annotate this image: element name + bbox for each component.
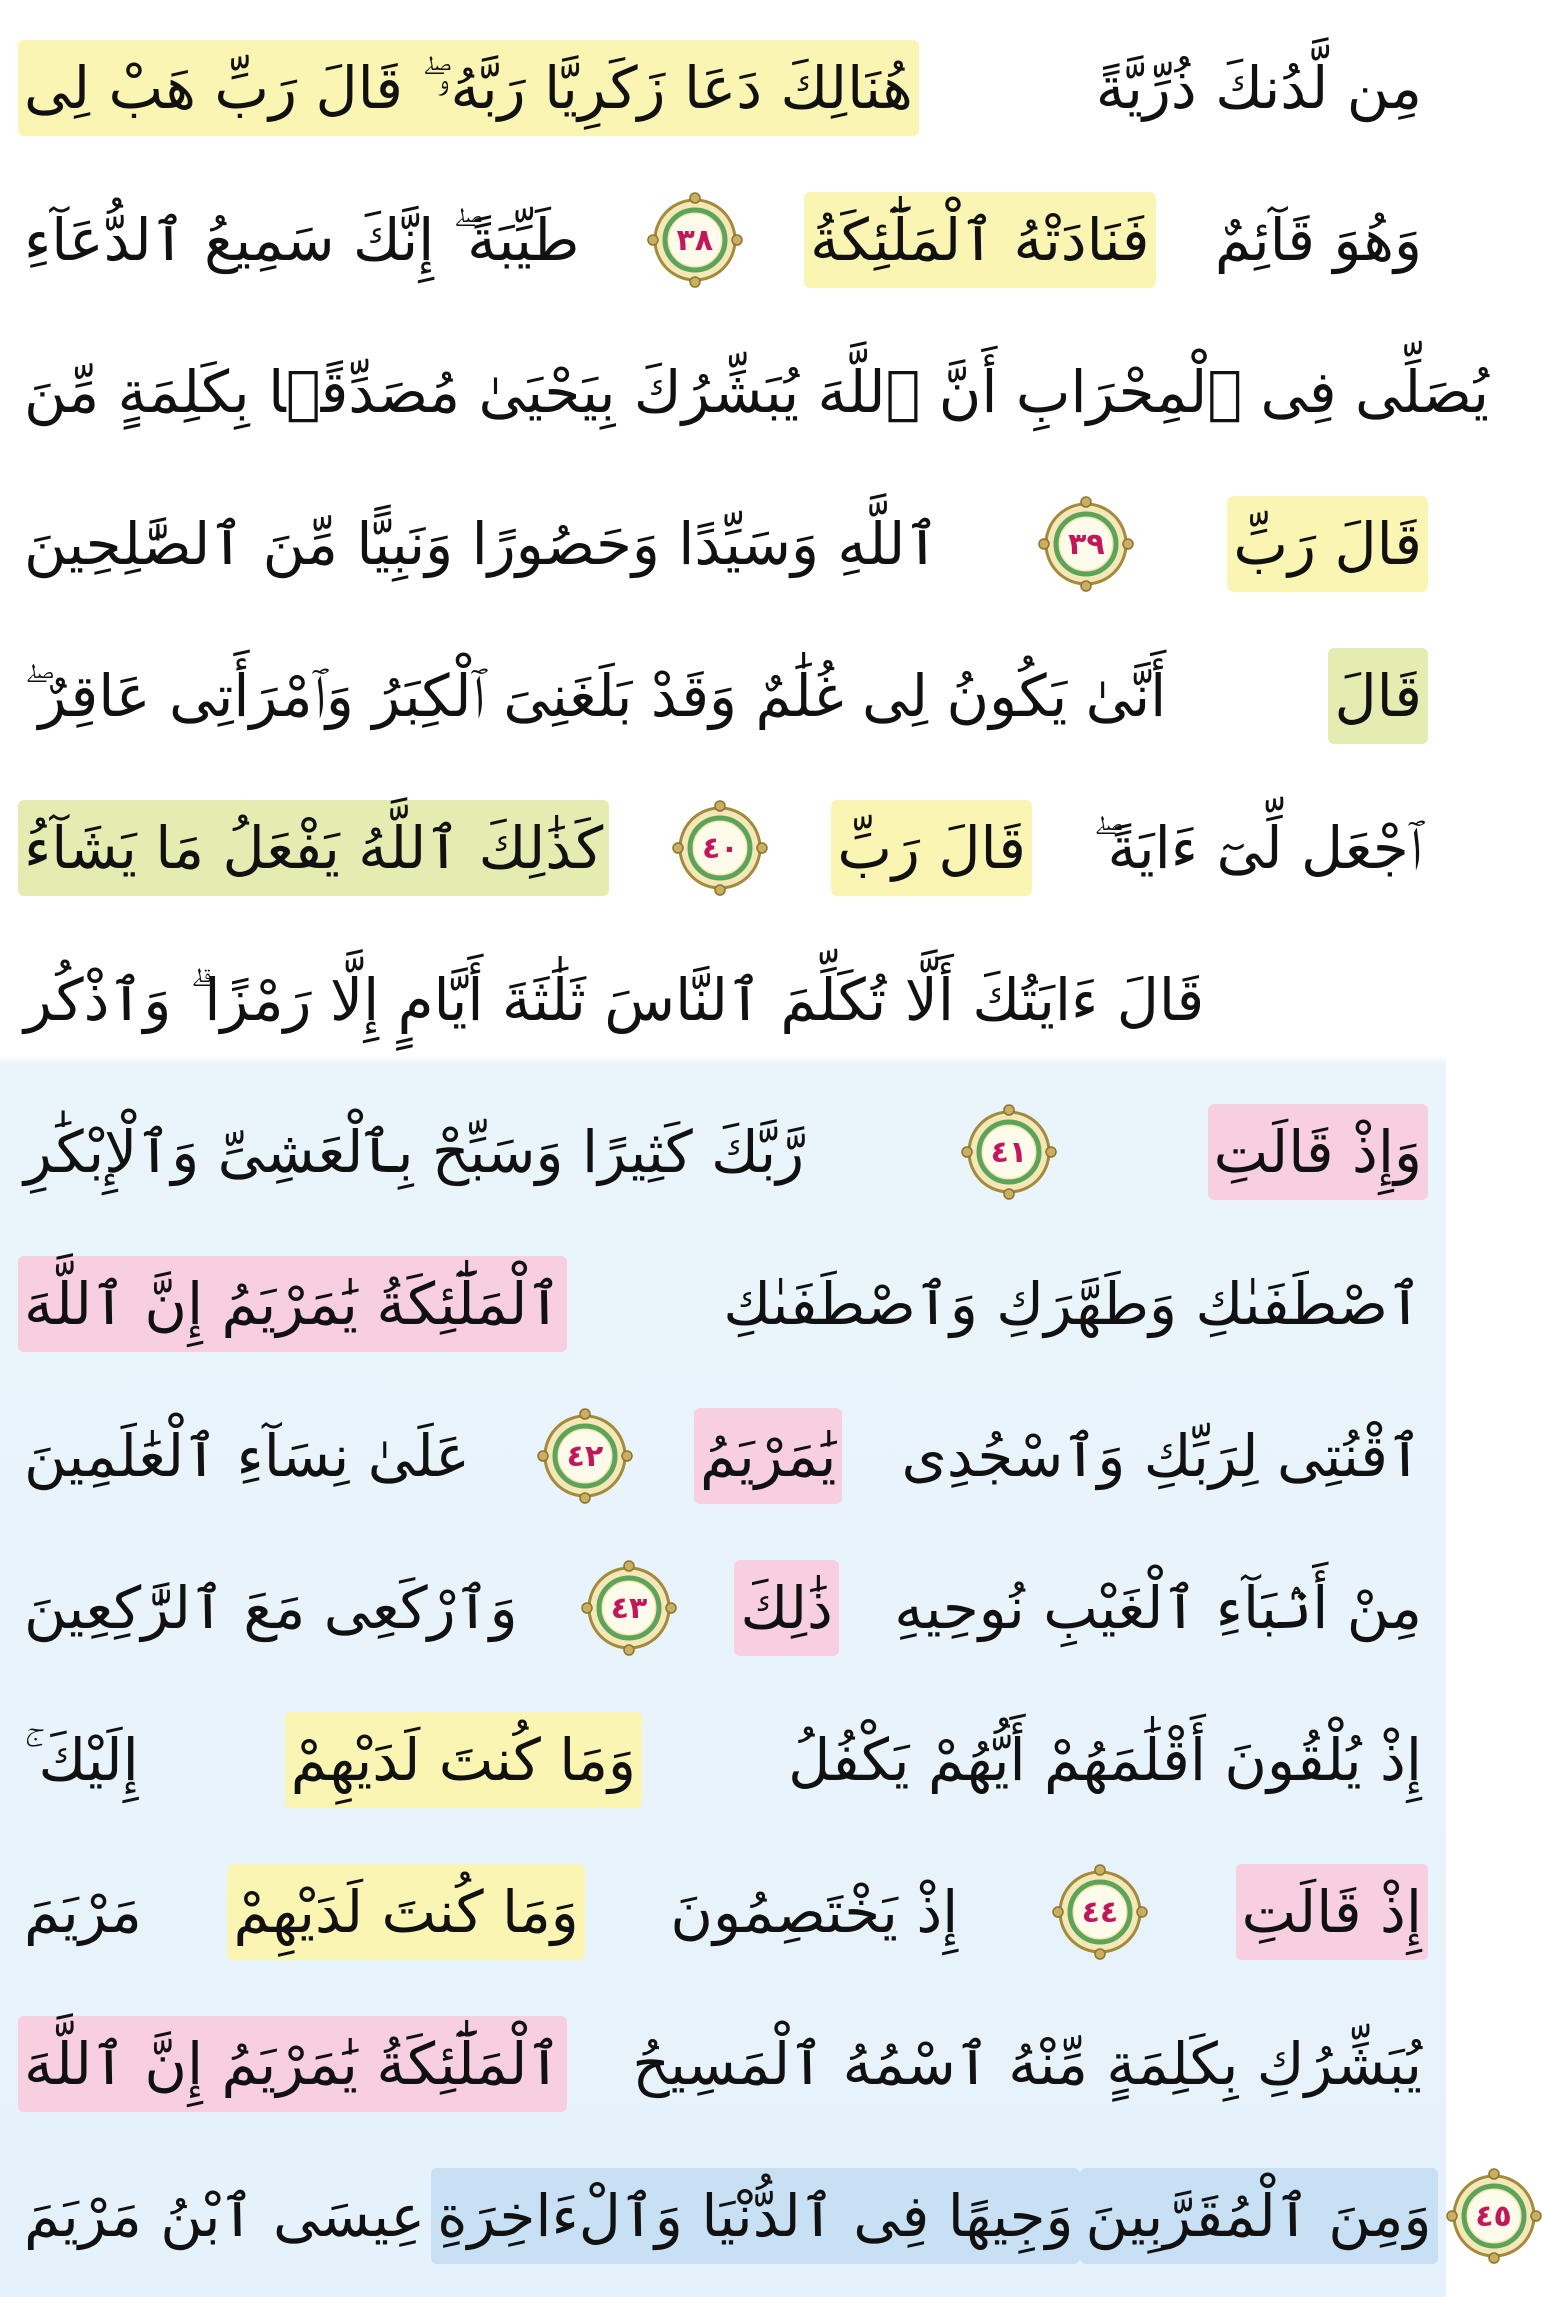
highlighted-verse-text: قَالَ رَبِّ [1227, 496, 1428, 592]
verse-line [0, 2000, 1446, 2128]
verse-text: أَنَّىٰ يَكُونُ لِى غُلَٰمٌ وَقَدْ بَلَغَنِىَ ٱلْكِبَرُ وَٱمْرَأَتِى عَاقِرٌ ۖ [24, 662, 1167, 730]
ayah-number-marker [672, 800, 768, 896]
verse-line [0, 1696, 1446, 1824]
highlighted-verse-text: فَنَادَتْهُ ٱلْمَلَٰٓئِكَةُ [804, 192, 1155, 288]
verse-line [0, 936, 1446, 1064]
verse-line [0, 1392, 1446, 1520]
ayah-number: ٤٣ [610, 1590, 648, 1626]
verse-line [0, 1544, 1446, 1672]
verse-line [0, 1848, 1446, 1976]
verse-line [0, 632, 1446, 760]
verse-text: إِذْ يُلْقُونَ أَقْلَٰمَهُمْ أَيُّهُمْ يَكْفُلُ [788, 1726, 1422, 1794]
verse-text: ٱجْعَل لِّىٓ ءَايَةً ۖ [1092, 814, 1422, 882]
ayah-number-marker [1038, 496, 1134, 592]
highlighted-verse-text: هُنَالِكَ دَعَا زَكَرِيَّا رَبَّهُۥ ۖ قَالَ رَبِّ هَبْ لِى [18, 40, 919, 136]
highlighted-verse-text: كَذَٰلِكَ ٱللَّهُ يَفْعَلُ مَا يَشَآءُ [18, 800, 609, 896]
verse-text: قَالَ ءَايَتُكَ أَلَّا تُكَلِّمَ ٱلنَّاسَ ثَلَٰثَةَ أَيَّامٍ إِلَّا رَمْزًا ۗ وَٱذْكُر [24, 966, 1205, 1034]
highlighted-verse-text: وَإِذْ قَالَتِ [1208, 1104, 1428, 1200]
highlighted-verse-text: قَالَ [1328, 648, 1428, 744]
verse-text: يُبَشِّرُكِ بِكَلِمَةٍ مِّنْهُ ٱسْمُهُ ٱلْمَسِيحُ [632, 2030, 1422, 2098]
verse-text: يُصَلِّى فِى ٱلْمِحْرَابِ أَنَّ ٱللَّهَ يُبَشِّرُكَ بِيَحْيَىٰ مُصَدِّقًۢا بِكَلِمَةٍ مِّنَ [24, 358, 1489, 426]
verse-line [0, 2152, 1512, 2280]
highlighted-verse-text: وَجِيهًا فِى ٱلدُّنْيَا وَٱلْءَاخِرَةِ [431, 2168, 1079, 2264]
verse-text: عَلَىٰ نِسَآءِ ٱلْعَٰلَمِينَ [24, 1422, 470, 1490]
highlighted-verse-text: وَمَا كُنتَ لَدَيْهِمْ [227, 1864, 584, 1960]
ayah-number-marker [961, 1104, 1057, 1200]
highlighted-verse-text: وَمِنَ ٱلْمُقَرَّبِينَ [1080, 2168, 1438, 2264]
verse-text: مِن لَّدُنكَ ذُرِّيَّةً [1095, 54, 1422, 122]
ayah-number-marker [537, 1408, 633, 1504]
verse-text: ٱقْنُتِى لِرَبِّكِ وَٱسْجُدِى [901, 1422, 1422, 1490]
verse-line [0, 328, 1489, 456]
verse-text: طَيِّبَةً ۖ إِنَّكَ سَمِيعُ ٱلدُّعَآءِ [24, 206, 580, 274]
verse-line [0, 24, 1446, 152]
verse-text: وَهُوَ قَآئِمٌ [1214, 206, 1422, 274]
verse-text: مَرْيَمَ [24, 1878, 142, 1946]
highlighted-verse-text: يَٰمَرْيَمُ [694, 1408, 842, 1504]
ayah-number-marker [1446, 2168, 1542, 2264]
ayah-number: ٤٠ [702, 830, 739, 866]
verse-text: عِيسَى ٱبْنُ مَرْيَمَ [24, 2182, 426, 2250]
highlighted-verse-text: ذَٰلِكَ [734, 1560, 838, 1656]
ayah-number: ٤٤ [1081, 1894, 1119, 1930]
ayah-number-marker [581, 1560, 677, 1656]
highlighted-verse-text: وَمَا كُنتَ لَدَيْهِمْ [285, 1712, 642, 1808]
ayah-number-marker [1052, 1864, 1148, 1960]
verse-text: إِلَيْكَ ۚ [24, 1726, 139, 1794]
verse-text: مِنْ أَنۢبَآءِ ٱلْغَيْبِ نُوحِيهِ [894, 1574, 1422, 1642]
ayah-number: ٤٥ [1475, 2198, 1512, 2234]
highlighted-verse-text: ٱلْمَلَٰٓئِكَةُ يَٰمَرْيَمُ إِنَّ ٱللَّهَ [18, 2016, 567, 2112]
highlighted-verse-text: إِذْ قَالَتِ [1236, 1864, 1428, 1960]
verse-line [0, 784, 1446, 912]
ayah-number: ٤١ [990, 1134, 1028, 1170]
ayah-number-marker [647, 192, 743, 288]
ayah-number: ٤٢ [566, 1438, 604, 1474]
highlighted-verse-text: قَالَ رَبِّ [831, 800, 1032, 896]
ayah-number: ٣٨ [676, 222, 714, 258]
verse-line [0, 480, 1446, 608]
verse-text: ٱصْطَفَىٰكِ وَطَهَّرَكِ وَٱصْطَفَىٰكِ [723, 1270, 1422, 1338]
verse-line [0, 176, 1446, 304]
verse-text: رَّبَّكَ كَثِيرًا وَسَبِّحْ بِٱلْعَشِىِّ وَٱلْإِبْكَٰرِ [24, 1118, 805, 1186]
verse-text: ٱللَّهِ وَسَيِّدًا وَحَصُورًا وَنَبِيًّا مِّنَ ٱلصَّٰلِحِينَ [24, 510, 940, 578]
verse-line [0, 1088, 1446, 1216]
verse-text: وَٱرْكَعِى مَعَ ٱلرَّٰكِعِينَ [24, 1574, 518, 1642]
ayah-number: ٣٩ [1068, 526, 1105, 562]
verse-line [0, 1240, 1446, 1368]
highlighted-verse-text: ٱلْمَلَٰٓئِكَةُ يَٰمَرْيَمُ إِنَّ ٱللَّهَ [18, 1256, 567, 1352]
verse-text: إِذْ يَخْتَصِمُونَ [670, 1878, 959, 1946]
